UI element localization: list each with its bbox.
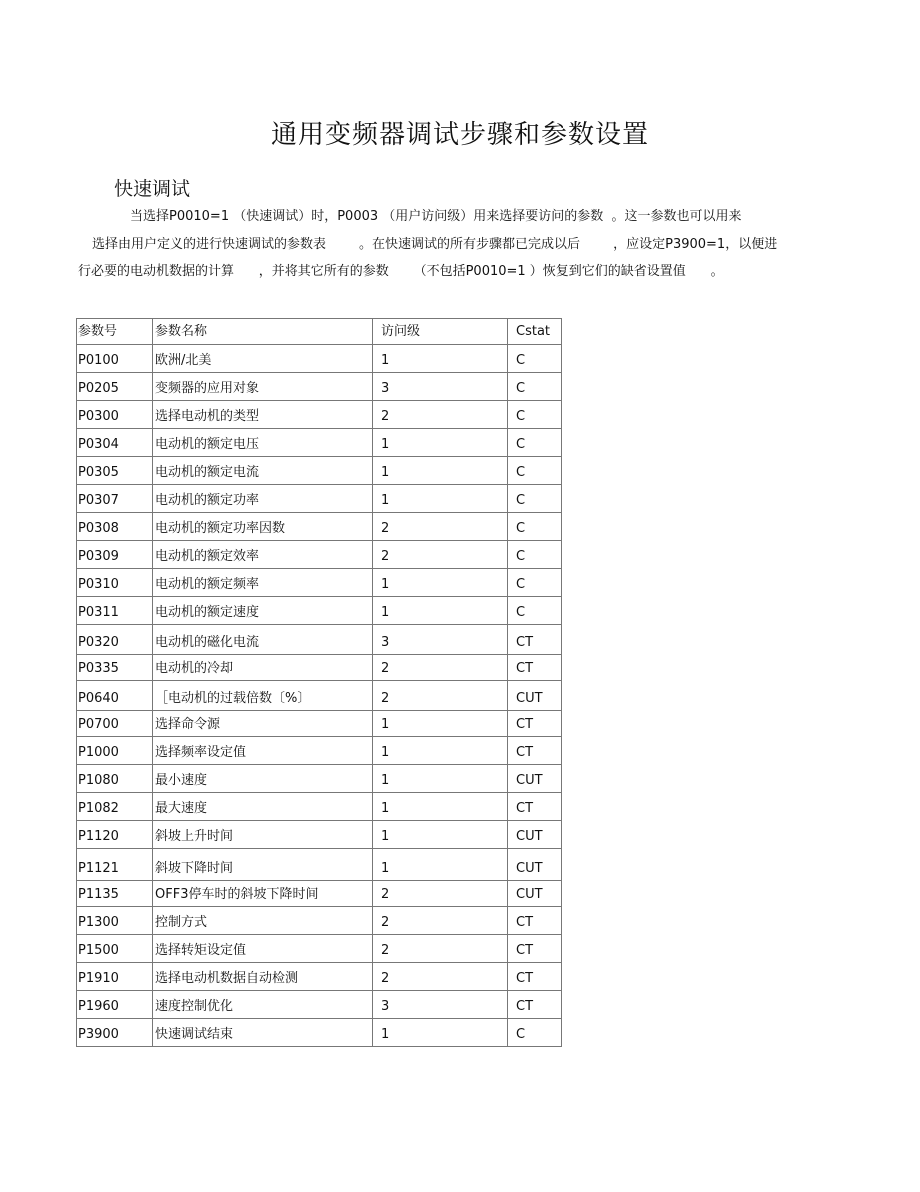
table-row <box>77 991 562 1019</box>
param-number-cell: P0335 <box>77 655 153 681</box>
cstat-cell: CT <box>508 935 562 963</box>
cstat-cell: C <box>508 513 562 541</box>
cstat-cell: C <box>508 373 562 401</box>
access-level-cell: 3 <box>373 373 508 401</box>
access-level-cell: 2 <box>373 401 508 429</box>
param-name-cell: 欧洲/北美 <box>153 345 373 373</box>
access-level-cell: 2 <box>373 907 508 935</box>
access-level-cell: 1 <box>373 345 508 373</box>
table-header-row <box>77 319 562 345</box>
access-level-cell: 2 <box>373 963 508 991</box>
param-number-cell: P0311 <box>77 597 153 625</box>
cstat-cell: CT <box>508 991 562 1019</box>
param-number-cell: P1082 <box>77 793 153 821</box>
cstat-cell: CT <box>508 737 562 765</box>
table-row <box>77 849 562 881</box>
param-number-cell: P0310 <box>77 569 153 597</box>
access-level-cell: 1 <box>373 793 508 821</box>
cstat-cell: C <box>508 345 562 373</box>
table-row <box>77 373 562 401</box>
param-number-cell: P1121 <box>77 849 153 881</box>
param-name-cell: 电动机的磁化电流 <box>153 625 373 655</box>
table-row <box>77 655 562 681</box>
paragraph-line: 行必要的电动机数据的计算 ，并将其它所有的参数 （不包括P0010=1 ）恢复到它们的缺省设置值 。 <box>78 264 724 279</box>
table-row <box>77 793 562 821</box>
param-number-cell: P0304 <box>77 429 153 457</box>
access-level-cell: 1 <box>373 849 508 881</box>
access-level-cell: 1 <box>373 765 508 793</box>
access-level-cell: 2 <box>373 881 508 907</box>
header-param-name: 参数名称 <box>153 319 373 345</box>
table-row <box>77 681 562 711</box>
access-level-cell: 2 <box>373 513 508 541</box>
param-number-cell: P1300 <box>77 907 153 935</box>
cstat-cell: CUT <box>508 765 562 793</box>
header-cstat: Cstat <box>508 319 562 345</box>
page-title: 通用变频器调试步骤和参数设置 <box>270 120 649 150</box>
access-level-cell: 1 <box>373 737 508 765</box>
cstat-cell: C <box>508 429 562 457</box>
cstat-cell: CUT <box>508 681 562 711</box>
param-number-cell: P0205 <box>77 373 153 401</box>
param-name-cell: 电动机的额定功率因数 <box>153 513 373 541</box>
param-name-cell: 电动机的冷却 <box>153 655 373 681</box>
access-level-cell: 3 <box>373 625 508 655</box>
param-number-cell: P0309 <box>77 541 153 569</box>
param-name-cell: 快速调试结束 <box>153 1019 373 1047</box>
param-name-cell: 电动机的额定效率 <box>153 541 373 569</box>
param-name-cell: 选择转矩设定值 <box>153 935 373 963</box>
table-row <box>77 569 562 597</box>
table-row <box>77 821 562 849</box>
param-number-cell: P0300 <box>77 401 153 429</box>
access-level-cell: 1 <box>373 569 508 597</box>
param-name-cell: 变频器的应用对象 <box>153 373 373 401</box>
section-heading: 快速调试 <box>114 178 191 200</box>
access-level-cell: 1 <box>373 429 508 457</box>
table-row <box>77 513 562 541</box>
param-name-cell: ［电动机的过载倍数〔%〕 <box>153 681 373 711</box>
cstat-cell: CT <box>508 711 562 737</box>
cstat-cell: C <box>508 1019 562 1047</box>
table-row <box>77 429 562 457</box>
param-name-cell: 电动机的额定频率 <box>153 569 373 597</box>
access-level-cell: 1 <box>373 711 508 737</box>
table-row <box>77 907 562 935</box>
parameter-table <box>76 318 562 1047</box>
table-row <box>77 881 562 907</box>
cstat-cell: CT <box>508 907 562 935</box>
cstat-cell: C <box>508 401 562 429</box>
param-number-cell: P3900 <box>77 1019 153 1047</box>
table-row <box>77 597 562 625</box>
table-row <box>77 625 562 655</box>
access-level-cell: 1 <box>373 1019 508 1047</box>
param-name-cell: 斜坡下降时间 <box>153 849 373 881</box>
table-row <box>77 711 562 737</box>
table-row <box>77 737 562 765</box>
param-number-cell: P1135 <box>77 881 153 907</box>
param-name-cell: 电动机的额定电流 <box>153 457 373 485</box>
access-level-cell: 1 <box>373 597 508 625</box>
param-name-cell: 电动机的额定速度 <box>153 597 373 625</box>
table-row <box>77 963 562 991</box>
param-number-cell: P0305 <box>77 457 153 485</box>
cstat-cell: CUT <box>508 821 562 849</box>
table-row <box>77 1019 562 1047</box>
table-row <box>77 765 562 793</box>
cstat-cell: CT <box>508 655 562 681</box>
access-level-cell: 3 <box>373 991 508 1019</box>
param-name-cell: 电动机的额定电压 <box>153 429 373 457</box>
param-number-cell: P0700 <box>77 711 153 737</box>
cstat-cell: CT <box>508 963 562 991</box>
table-row <box>77 541 562 569</box>
access-level-cell: 1 <box>373 457 508 485</box>
param-number-cell: P1120 <box>77 821 153 849</box>
param-name-cell: 选择命令源 <box>153 711 373 737</box>
param-number-cell: P1960 <box>77 991 153 1019</box>
access-level-cell: 2 <box>373 681 508 711</box>
access-level-cell: 1 <box>373 485 508 513</box>
table-row <box>77 401 562 429</box>
cstat-cell: C <box>508 569 562 597</box>
cstat-cell: CT <box>508 793 562 821</box>
header-param-number: 参数号 <box>77 319 153 345</box>
param-number-cell: P0640 <box>77 681 153 711</box>
param-name-cell: 斜坡上升时间 <box>153 821 373 849</box>
table-row <box>77 485 562 513</box>
param-name-cell: 选择频率设定值 <box>153 737 373 765</box>
paragraph-line: 选择由用户定义的进行快速调试的参数表 。在快速调试的所有步骤都已完成以后 ，应设定P3900=1，以便进 <box>92 237 778 252</box>
param-name-cell: 选择电动机数据自动检测 <box>153 963 373 991</box>
cstat-cell: C <box>508 485 562 513</box>
cstat-cell: C <box>508 541 562 569</box>
param-name-cell: 选择电动机的类型 <box>153 401 373 429</box>
param-number-cell: P0100 <box>77 345 153 373</box>
param-name-cell: 最小速度 <box>153 765 373 793</box>
access-level-cell: 2 <box>373 655 508 681</box>
access-level-cell: 1 <box>373 821 508 849</box>
table-row <box>77 345 562 373</box>
access-level-cell: 2 <box>373 935 508 963</box>
param-number-cell: P0308 <box>77 513 153 541</box>
header-access-level: 访问级 <box>373 319 508 345</box>
cstat-cell: CT <box>508 625 562 655</box>
param-number-cell: P1080 <box>77 765 153 793</box>
cstat-cell: CUT <box>508 881 562 907</box>
param-number-cell: P0320 <box>77 625 153 655</box>
param-number-cell: P1500 <box>77 935 153 963</box>
param-number-cell: P1000 <box>77 737 153 765</box>
param-name-cell: 速度控制优化 <box>153 991 373 1019</box>
param-number-cell: P1910 <box>77 963 153 991</box>
param-name-cell: 最大速度 <box>153 793 373 821</box>
table-row <box>77 457 562 485</box>
table-row <box>77 935 562 963</box>
cstat-cell: CUT <box>508 849 562 881</box>
param-name-cell: OFF3停车时的斜坡下降时间 <box>153 881 373 907</box>
access-level-cell: 2 <box>373 541 508 569</box>
param-name-cell: 电动机的额定功率 <box>153 485 373 513</box>
paragraph-line: 当选择P0010=1 （快速调试）时，P0003 （用户访问级）用来选择要访问的参数 。这一参数也可以用来 <box>130 209 742 224</box>
cstat-cell: C <box>508 597 562 625</box>
cstat-cell: C <box>508 457 562 485</box>
param-name-cell: 控制方式 <box>153 907 373 935</box>
param-number-cell: P0307 <box>77 485 153 513</box>
